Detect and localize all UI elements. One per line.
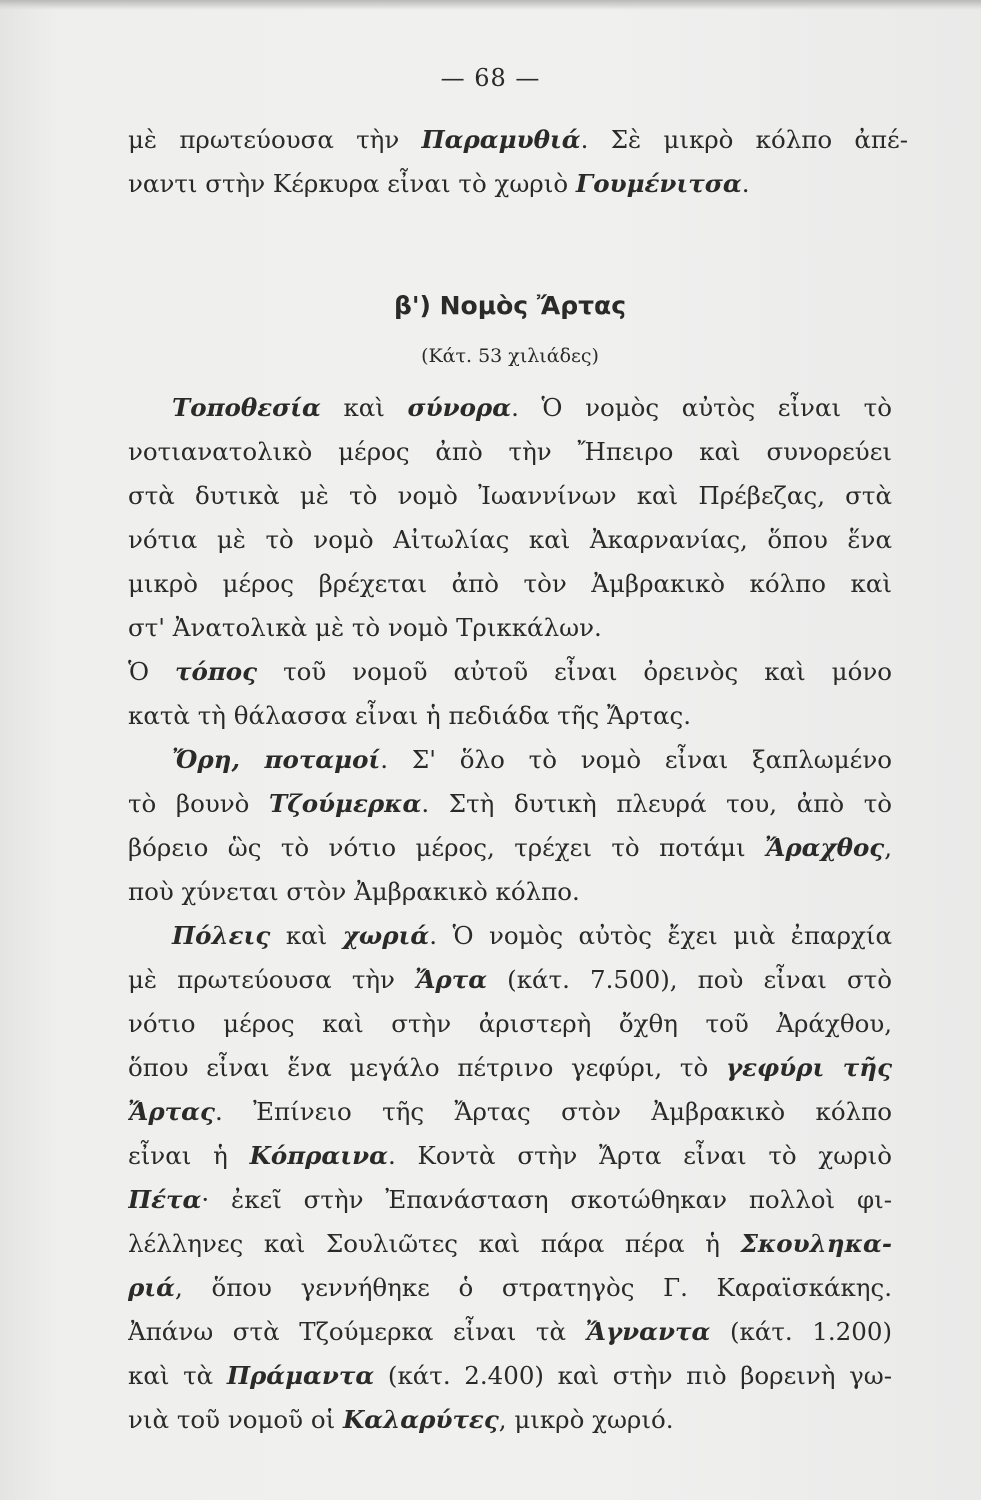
text-run: · ἐκεῖ στὴν Ἐπανάσταση σκοτώθηκαν πολλοὶ φι- — [201, 1185, 892, 1214]
emphasis-term: Παραμυθιά — [421, 125, 581, 154]
emphasis-term: γεφύρι τῆς — [725, 1053, 892, 1082]
text-run: καὶ — [270, 921, 343, 950]
text-line — [128, 1046, 892, 1090]
text-line: μικρὸ μέρος βρέχεται ἀπὸ τὸν Ἀμβρακικὸ κόλπο καὶ — [128, 569, 892, 598]
emphasis-term: Πόλεις — [172, 921, 271, 950]
text-line: ποὺ χύνεται στὸν Ἀμβρακικὸ κόλπο. — [128, 877, 580, 906]
text-run: . Ὁ νομὸς αὐτὸς ἔχει μιὰ ἐπαρχία — [429, 921, 892, 950]
scan-top-edge — [0, 0, 981, 10]
text-run: (κάτ. 2.400) καὶ στὴν πιὸ βορεινὴ γω- — [374, 1361, 892, 1390]
emphasis-term: Καλαρύτες — [342, 1405, 499, 1434]
text-run: εἶναι ἡ — [128, 1141, 250, 1170]
text-line: στὰ δυτικὰ μὲ τὸ νομὸ Ἰωαννίνων καὶ Πρέβεζας, στὰ — [128, 481, 892, 510]
emphasis-term: Ἄγναντα — [585, 1317, 711, 1346]
text-run: . Ἐπίνειο τῆς Ἄρτας στὸν Ἀμβρακικὸ κόλπο — [214, 1097, 892, 1126]
emphasis-term: Σκουληκα- — [740, 1229, 892, 1258]
text-run: , μικρὸ χωριό. — [498, 1405, 674, 1434]
text-line — [128, 1266, 892, 1310]
text-line — [128, 914, 892, 958]
emphasis-term: Ἄρτας — [128, 1097, 215, 1126]
section-subheading: (Κάτ. 53 χιλιάδες) — [421, 345, 599, 367]
text-line — [128, 1398, 892, 1442]
text-run: . Σ' ὅλο τὸ νομὸ εἶναι ξαπλωμένο — [380, 745, 892, 774]
emphasis-term: σύνορα — [407, 393, 512, 422]
text-line: στ' Ἀνατολικὰ μὲ τὸ νομὸ Τρικκάλων. — [128, 613, 602, 642]
emphasis-term: τόπος — [175, 657, 258, 686]
text-line — [128, 650, 892, 694]
section-heading: β') Νομὸς Ἄρτας — [393, 291, 627, 320]
text-run: . — [741, 169, 750, 198]
text-line — [128, 958, 892, 1002]
text-run: , — [884, 833, 892, 862]
text-line — [128, 1310, 892, 1354]
text-run: νιὰ τοῦ νομοῦ οἱ — [128, 1405, 343, 1434]
text-run: μὲ πρωτεύουσα τὴν — [128, 965, 416, 994]
emphasis-term: Ἄρτα — [415, 965, 488, 994]
text-run: μὲ πρωτεύουσα τὴν — [128, 125, 422, 154]
text-run: . Ὁ νομὸς αὐτὸς εἶναι τὸ — [511, 393, 892, 422]
text-run: . Στὴ δυτικὴ πλευρά του, ἀπὸ τὸ — [421, 789, 892, 818]
text-line: νότιο μέρος καὶ στὴν ἀριστερὴ ὄχθη τοῦ Ἀράχθου, — [128, 1009, 892, 1038]
text-run: καὶ τὰ — [128, 1361, 227, 1390]
emphasis-term: Ἄραχθος — [764, 833, 885, 862]
text-run: (κάτ. 1.200) — [710, 1317, 892, 1346]
emphasis-term: ριά — [128, 1273, 176, 1302]
emphasis-term: Ὄρη, ποταμοί — [172, 745, 381, 774]
text-line — [128, 1178, 892, 1222]
text-line — [128, 738, 892, 782]
emphasis-term: Τζούμερκα — [268, 789, 422, 818]
text-run: (κάτ. 7.500), ποὺ εἶναι στὸ — [487, 965, 892, 994]
text-run: ναντι στὴν Κέρκυρα εἶναι τὸ χωριὸ — [128, 169, 576, 198]
text-run: ὅπου εἶναι ἕνα μεγάλο πέτρινο γεφύρι, τὸ — [128, 1053, 726, 1082]
text-run: τοῦ νομοῦ αὐτοῦ εἶναι ὀρεινὸς καὶ μόνο — [257, 657, 892, 686]
page-number: — 68 — — [440, 64, 541, 92]
text-run: καὶ — [320, 393, 408, 422]
text-line — [128, 1134, 892, 1178]
text-line — [128, 386, 892, 430]
text-line: νότια μὲ τὸ νομὸ Αἰτωλίας καὶ Ἀκαρνανίας, ὅπου ἕνα — [128, 525, 892, 554]
text-line: κατὰ τὴ θάλασσα εἶναι ἡ πεδιάδα τῆς Ἄρτας. — [128, 701, 692, 730]
emphasis-term: Τοποθεσία — [172, 393, 321, 422]
text-line — [128, 1354, 892, 1398]
emphasis-term: Πράμαντα — [226, 1361, 375, 1390]
text-line — [128, 118, 908, 162]
text-run: . Σὲ μικρὸ κόλπο ἀπέ- — [580, 125, 908, 154]
text-run: τὸ βουνὸ — [128, 789, 269, 818]
emphasis-term: Πέτα — [128, 1185, 202, 1214]
text-run: Ἀπάνω στὰ Τζούμερκα εἶναι τὰ — [128, 1317, 586, 1346]
text-run: Ὁ — [128, 657, 176, 686]
text-line — [128, 1090, 892, 1134]
text-run: βόρειο ὣς τὸ νότιο μέρος, τρέχει τὸ ποτάμι — [128, 833, 765, 862]
text-line — [128, 162, 892, 206]
text-line: νοτιανατολικὸ μέρος ἀπὸ τὴν Ἤπειρο καὶ συνορεύει — [128, 437, 892, 466]
text-line — [128, 782, 892, 826]
text-run: , ὅπου γεννήθηκε ὁ στρατηγὸς Γ. Καραϊσκάκης. — [175, 1273, 892, 1302]
text-run: λέλληνες καὶ Σουλιῶτες καὶ πάρα πέρα ἡ — [128, 1229, 741, 1258]
emphasis-term: χωριά — [342, 921, 430, 950]
emphasis-term: Κόπραινα — [249, 1141, 388, 1170]
text-line — [128, 826, 892, 870]
text-run: . Κοντὰ στὴν Ἄρτα εἶναι τὸ χωριὸ — [388, 1141, 892, 1170]
emphasis-term: Γουμένιτσα — [575, 169, 742, 198]
text-line — [128, 1222, 892, 1266]
page-text — [128, 118, 908, 1442]
